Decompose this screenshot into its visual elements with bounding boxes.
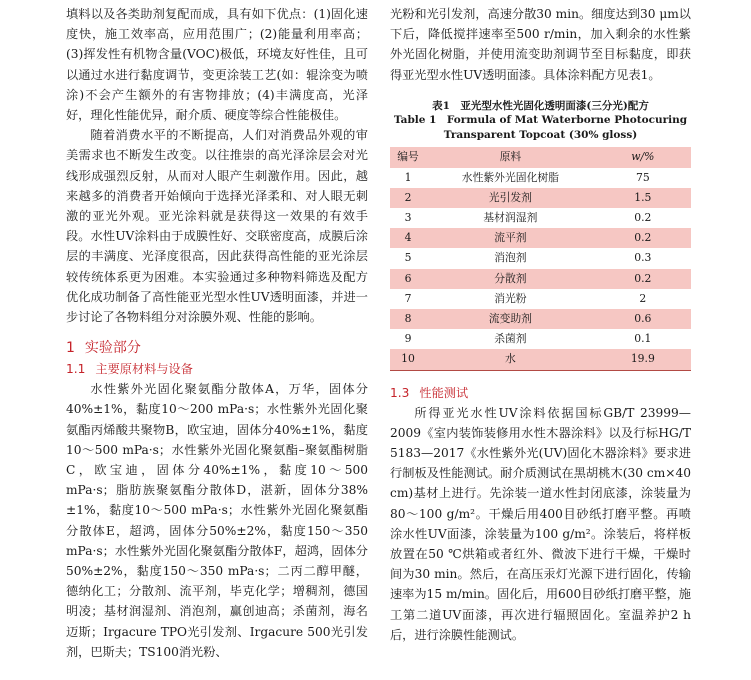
cell-mass-fraction: 2 [639, 291, 647, 305]
cell-material: 消光粉 [494, 291, 527, 305]
cell-id: 9 [404, 332, 412, 346]
paragraph: 光粉和光引发剂，高速分散30 min。细度达到30 μm以下后，降低搅拌速率至500 r/min，加入剩余的水性紫外光固化树脂，并使用流变助剂调节至目标黏度，即获得亚光型水性UV透明面漆。具体涂料配方见表1。 [390, 7, 691, 82]
paragraph: 所得亚光水性UV涂料依据国标GB/T 23999—2009《室内装饰装修用水性木器涂料》以及行标HG/T 5183—2017《水性紫外光(UV)固化木器涂料》要求进行制板及性能测试。耐介质测试在黑胡桃木(30 cm×40 cm)基材上进行。先涂装一道水性封闭底漆，涂装量为80～100 g/m²。干燥后用400目砂纸打磨平整。再喷涂水性UV面漆，涂装量为100 g/m²。涂装后，将样板放置在50 ℃烘箱或者红外、微波下进行干燥，干燥时间为30 min。然后，在高压汞灯光源下进行固化，传输速率为15 m/min。固化后，用600目砂纸打磨平整，施工第二道UV面漆，再次进行辐照固化。室温养护2 h后，进行涂膜性能测试。 [390, 405, 691, 642]
paragraph: 填料以及各类助剂复配而成，具有如下优点：(1)固化速度快，施工效率高，应用范围广；(2)能量利用率高；(3)挥发性有机物含量(VOC)极低，环境友好性佳，且可以通过水进行黏度调节，变更涂装工艺(如：辊涂变为喷涂)不会产生额外的有害物排放；(4)丰满度高，光泽好，理化性能优异，耐介质、硬度等综合性能极佳。 [66, 7, 368, 123]
cell-id: 10 [401, 352, 415, 366]
section-heading [66, 337, 368, 359]
cell-material: 杀菌剂 [494, 332, 527, 346]
cell-material: 水 [504, 352, 516, 366]
left-column [66, 4, 368, 662]
cell-mass-fraction: 0.6 [634, 311, 652, 325]
table-row [390, 349, 691, 370]
cell-id: 8 [404, 311, 412, 325]
cell-material: 分散剂 [494, 271, 527, 285]
cell-id: 4 [404, 231, 412, 245]
header-mass-fraction: w/% [631, 150, 655, 164]
subsection-number: 1.1 [66, 362, 86, 377]
table-row [390, 208, 691, 228]
table-row [390, 228, 691, 248]
cell-id: 7 [404, 291, 412, 305]
cell-mass-fraction: 0.3 [634, 251, 652, 265]
paragraph: 随着消费水平的不断提高，人们对消费品外观的审美需求也不断发生改变。以往推崇的高光泽涂层会对光线形成强烈反射，从而对人眼产生刺激作用。因此，越来越多的消费者开始倾向于选择光泽柔和、对人眼无刺激的亚光外观。亚光涂料就是获得这一效果的有效手段。水性UV涂料由于成膜性好、交联密度高，成膜后涂层的丰满度、光泽度很高，因此获得高性能的亚光涂层较传统体系更为困难。本实验通过多种物料筛选及配方优化成功制备了高性能亚光型水性UV透明面漆，并进一步讨论了各物料组分对涂膜外观、性能的影响。 [66, 128, 368, 325]
table-body [390, 168, 691, 371]
cell-id: 3 [404, 210, 412, 224]
cell-id: 1 [404, 170, 412, 184]
right-column [390, 4, 691, 645]
cell-material: 基材润湿剂 [483, 210, 538, 224]
cell-mass-fraction: 75 [635, 170, 650, 184]
cell-mass-fraction: 0.1 [634, 332, 652, 346]
cell-material: 光引发剂 [488, 190, 532, 204]
cell-mass-fraction: 0.2 [634, 210, 652, 224]
table-header-row [390, 147, 691, 167]
subsection-title: 性能测试 [419, 385, 469, 400]
subsection-heading [390, 383, 691, 403]
table-row [390, 309, 691, 329]
table-row [390, 248, 691, 268]
cell-id: 6 [404, 271, 412, 285]
cell-mass-fraction: 0.2 [634, 231, 652, 245]
table-row [390, 289, 691, 309]
cell-id: 5 [404, 251, 412, 265]
paragraph: 水性紫外光固化聚氨酯分散体A，万华，固体分40%±1%，黏度10～200 mPa·s；水性紫外光固化聚氨酯丙烯酸共聚物B，欧宝迪，固体分40%±1%，黏度10～500 mPa·s；水性紫外光固化聚氨酯–聚氨酯树脂C，欧宝迪，固体分40%±1%，黏度10～500 mPa·s；脂肪族聚氨酯分散体D，湛新，固体分38%±1%，黏度10～500 mPa·s；水性紫外光固化聚氨酯分散体E，超鸿，固体分50%±2%，黏度150～350 mPa·s；水性紫外光固化聚氨酯分散体F，超鸿，固体分50%±2%，黏度150～350 mPa·s；二丙二醇甲醚，德纳化工；分散剂、流平剂，毕克化学；增稠剂，德国明凌；基材润湿剂、消泡剂，赢创迪高；杀菌剂，海名迈斯；Irgacure TPO光引发剂、Irgacure 500光引发剂，巴斯夫；TS100消光粉、 [66, 382, 368, 659]
subsection-number: 1.3 [390, 385, 410, 400]
table-row [390, 168, 691, 188]
cell-material: 水性紫外光固化树脂 [461, 170, 559, 184]
header-id: 编号 [397, 150, 419, 164]
cell-id: 2 [404, 190, 412, 204]
cell-material: 流变助剂 [488, 311, 532, 325]
subsection-title: 主要原材料与设备 [95, 362, 193, 377]
section-title: 实验部分 [84, 340, 141, 357]
table-row [390, 188, 691, 208]
table-caption-zh: 表1 亚光型水性光固化透明面漆(三分光)配方 [432, 99, 649, 112]
formula-table [390, 147, 691, 370]
cell-material: 消泡剂 [494, 251, 527, 265]
cell-mass-fraction: 0.2 [634, 271, 652, 285]
cell-mass-fraction: 19.9 [630, 352, 655, 366]
table-caption-en-line1: Table 1 Formula of Mat Waterborne Photocuring [393, 114, 688, 127]
section-number: 1 [66, 340, 75, 357]
cell-mass-fraction: 1.5 [634, 190, 652, 204]
table-row [390, 269, 691, 289]
table-row [390, 329, 691, 349]
subsection-heading [66, 359, 368, 379]
header-material: 原料 [499, 150, 522, 164]
table-caption-en-line2: Transparent Topcoat (30% gloss) [443, 128, 638, 141]
cell-material: 流平剂 [494, 231, 527, 245]
